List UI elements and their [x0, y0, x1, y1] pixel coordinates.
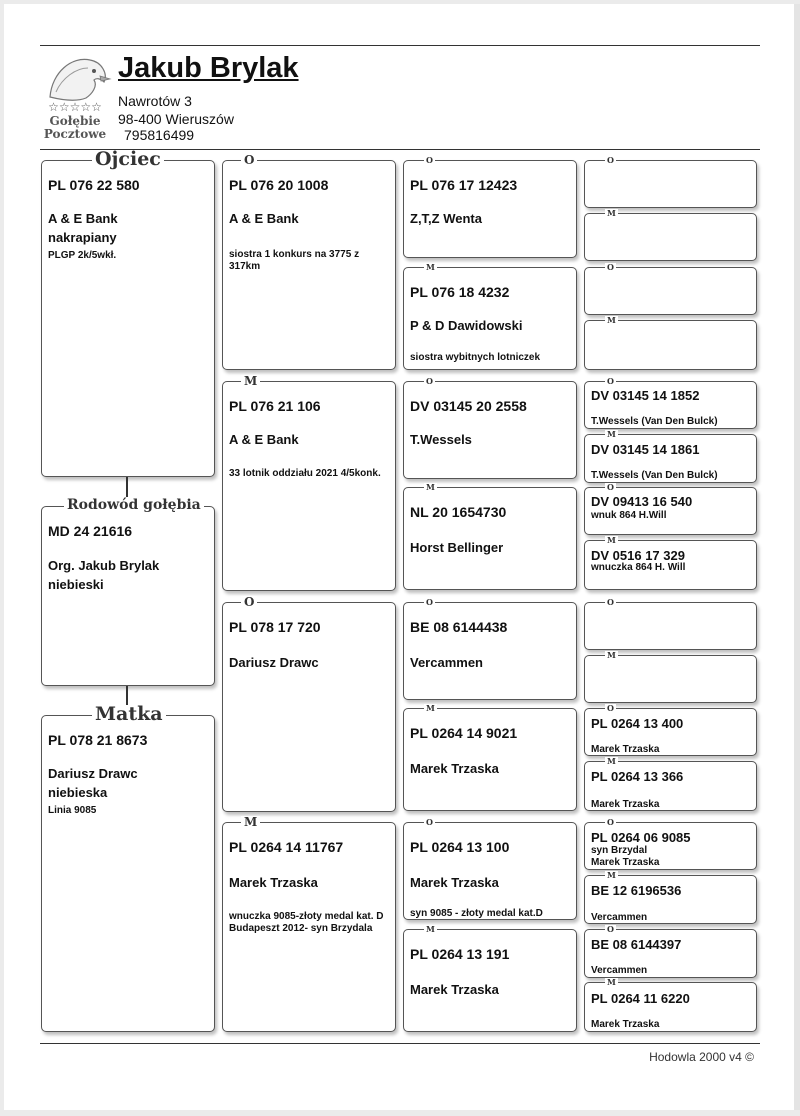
gen4-mmfm-card [584, 870, 757, 924]
gen3-mff-card [403, 597, 577, 700]
gen4-mfff-card [584, 597, 757, 650]
gen4-mmmm-ring: PL 0264 11 6220 [591, 991, 690, 1006]
gen2-mf-breeder: Dariusz Drawc [229, 655, 319, 670]
mother-color: niebieska [48, 785, 108, 800]
gen4-mmmf-card [584, 924, 757, 978]
gen4-mmff-note: syn Brzydal [591, 845, 648, 856]
gen4-mmmm-card [584, 977, 757, 1032]
connector-father-subject [126, 477, 128, 497]
gen3-fff-card [403, 155, 577, 258]
subject-ring: MD 24 21616 [48, 523, 133, 539]
gen3-mmf-ring: PL 0264 13 100 [410, 839, 510, 855]
gen4-fmmm-note: wnuczka 864 H. Will [591, 562, 686, 573]
footer-rule [40, 1043, 760, 1044]
gen3-fmf-breeder: T.Wessels [410, 432, 472, 447]
sex-label-male: O [607, 482, 614, 492]
sex-label-male: O [607, 817, 614, 827]
sex-label-female: M [426, 703, 435, 713]
gen2-mf-ring: PL 078 17 720 [229, 619, 321, 635]
sex-label-male: O [607, 262, 614, 272]
gen2-mm-note: wnuczka 9085-złoty medal kat. D Budapeszt 2012- syn Brzydala [229, 911, 384, 934]
gen3-mfm-card [403, 703, 577, 811]
gen3-mmm-card [403, 924, 577, 1032]
gen4-mmff-ring: PL 0264 06 9085 [591, 830, 691, 845]
gen4-fmff-card [584, 376, 757, 429]
gen4-mmfm-ring: BE 12 6196536 [591, 883, 682, 898]
father-ring: PL 076 22 580 [48, 177, 140, 193]
gen4-mmmm-breeder: Marek Trzaska [591, 1019, 660, 1030]
subject-card [41, 497, 215, 686]
mother-card [41, 703, 215, 1032]
subject-label: Rodowód gołębia [64, 498, 204, 512]
gen4-mfmm-breeder: Marek Trzaska [591, 799, 660, 810]
gen4-ffff-card [584, 155, 757, 208]
sex-label-male: O [607, 376, 614, 386]
sex-label-female: M [607, 977, 616, 987]
sex-label-male: O [241, 596, 257, 608]
gen3-mmm-breeder: Marek Trzaska [410, 982, 499, 997]
gen4-mfmf-card [584, 703, 757, 756]
mother-note: Linia 9085 [48, 805, 97, 816]
gen3-fmm-breeder: Horst Bellinger [410, 540, 504, 555]
father-card [41, 148, 215, 477]
sex-label-female: M [607, 315, 616, 325]
gen4-fmmm-ring: DV 0516 17 329 [591, 548, 685, 563]
father-breeder: A & E Bank [48, 211, 118, 226]
gen4-ffmm-card [584, 315, 757, 370]
mother-breeder: Dariusz Drawc [48, 766, 138, 781]
gen3-mmm-ring: PL 0264 13 191 [410, 946, 510, 962]
gen2-fm-card [222, 374, 396, 591]
gen3-ffm-ring: PL 076 18 4232 [410, 284, 510, 300]
gen2-fm-note: 33 lotnik oddziału 2021 4/5konk. [229, 468, 381, 479]
breeder-name: Jakub Brylak [118, 52, 299, 84]
gen3-mmf-breeder: Marek Trzaska [410, 875, 499, 890]
sex-label-female: M [426, 262, 435, 272]
gen3-ffm-card [403, 262, 577, 370]
sex-label-female: M [241, 375, 260, 387]
gen4-mffm-card [584, 650, 757, 703]
mother-label: Matka [92, 705, 166, 724]
sex-label-female: M [607, 756, 616, 766]
gen2-mm-breeder: Marek Trzaska [229, 875, 318, 890]
software-credit: Hodowla 2000 v4 © [649, 1050, 754, 1064]
gen4-mfmf-breeder: Marek Trzaska [591, 744, 660, 755]
sex-label-female: M [241, 816, 260, 828]
gen3-fmm-ring: NL 20 1654730 [410, 504, 507, 520]
subject-breeder: Org. Jakub Brylak [48, 558, 160, 573]
gen4-mfmm-card [584, 756, 757, 811]
gen3-mff-breeder: Vercammen [410, 655, 483, 670]
gen2-mm-ring: PL 0264 14 11767 [229, 839, 344, 855]
address-line-1: Nawrotów 3 [118, 93, 192, 109]
gen2-fm-breeder: A & E Bank [229, 432, 299, 447]
gen3-fmm-card [403, 482, 577, 590]
gen4-mfmf-ring: PL 0264 13 400 [591, 716, 684, 731]
sex-label-male: O [607, 597, 614, 607]
gen2-ff-ring: PL 076 20 1008 [229, 177, 329, 193]
father-note: PLGP 2k/5wkł. [48, 250, 117, 261]
address-line-2: 98-400 Wieruszów [118, 111, 234, 127]
gen2-fm-ring: PL 076 21 106 [229, 398, 321, 414]
gen3-mff-ring: BE 08 6144438 [410, 619, 508, 635]
gen3-mmf-note: syn 9085 - złoty medal kat.D [410, 908, 543, 919]
sex-label-male: O [241, 154, 257, 166]
gen4-fmfm-ring: DV 03145 14 1861 [591, 442, 700, 457]
sex-label-female: M [607, 650, 616, 660]
gen4-fmfm-card [584, 429, 757, 483]
gen3-fff-ring: PL 076 17 12423 [410, 177, 518, 193]
father-color: nakrapiany [48, 230, 117, 245]
gen3-mmf-card [403, 817, 577, 920]
father-label: Ojciec [92, 150, 164, 169]
sex-label-male: O [607, 703, 614, 713]
gen3-ffm-breeder: P & D Dawidowski [410, 318, 523, 333]
gen2-ff-breeder: A & E Bank [229, 211, 299, 226]
sex-label-female: M [607, 870, 616, 880]
gen4-ffmf-card [584, 262, 757, 315]
sex-label-female: M [607, 535, 616, 545]
gen2-mf-card [222, 595, 396, 812]
sex-label-male: O [607, 924, 614, 934]
sex-label-male: O [607, 155, 614, 165]
gen4-mmfm-breeder: Vercammen [591, 912, 648, 923]
sex-label-male: O [426, 155, 433, 165]
gen4-mmff-card [584, 817, 757, 870]
sex-label-male: O [426, 597, 433, 607]
gen4-mmff-breeder: Marek Trzaska [591, 857, 660, 868]
gen3-fmf-card [403, 376, 577, 479]
sex-label-female: M [426, 924, 435, 934]
gen4-fmmm-card [584, 535, 757, 590]
gen4-fmff-ring: DV 03145 14 1852 [591, 388, 700, 403]
gen4-fmmf-card [584, 482, 757, 535]
gen4-mmmf-breeder: Vercammen [591, 965, 648, 976]
gen2-mm-card [222, 815, 396, 1032]
gen4-fffm-card [584, 208, 757, 261]
top-rule [40, 45, 760, 46]
sex-label-female: M [607, 208, 616, 218]
gen3-mfm-ring: PL 0264 14 9021 [410, 725, 518, 741]
mother-ring: PL 078 21 8673 [48, 732, 148, 748]
sex-label-female: M [426, 482, 435, 492]
gen3-mfm-breeder: Marek Trzaska [410, 761, 499, 776]
phone-number: 795816499 [124, 127, 195, 143]
gen3-ffm-note: siostra wybitnych lotniczek [410, 352, 541, 363]
gen4-mmmf-ring: BE 08 6144397 [591, 937, 682, 952]
sex-label-female: M [607, 429, 616, 439]
logo-stars: ☆☆☆☆☆ [48, 100, 102, 114]
logo-text-1: Gołębie [49, 114, 101, 128]
gen4-fmff-breeder: T.Wessels (Van Den Bulck) [591, 416, 718, 427]
gen2-ff-card [222, 153, 396, 370]
subject-color: niebieski [48, 577, 104, 592]
gen3-fmf-ring: DV 03145 20 2558 [410, 398, 527, 414]
gen2-ff-note: siostra 1 konkurs na 3775 z 317km [229, 249, 360, 272]
gen4-fmmf-ring: DV 09413 16 540 [591, 494, 693, 509]
gen3-fff-breeder: Z,T,Z Wenta [410, 211, 482, 226]
sex-label-male: O [426, 376, 433, 386]
gen4-fmfm-breeder: T.Wessels (Van Den Bulck) [591, 470, 718, 481]
sex-label-male: O [426, 817, 433, 827]
logo-text-2: Pocztowe [43, 127, 107, 141]
gen4-fmmf-note: wnuk 864 H.Will [591, 510, 667, 521]
gen4-mfmm-ring: PL 0264 13 366 [591, 769, 684, 784]
